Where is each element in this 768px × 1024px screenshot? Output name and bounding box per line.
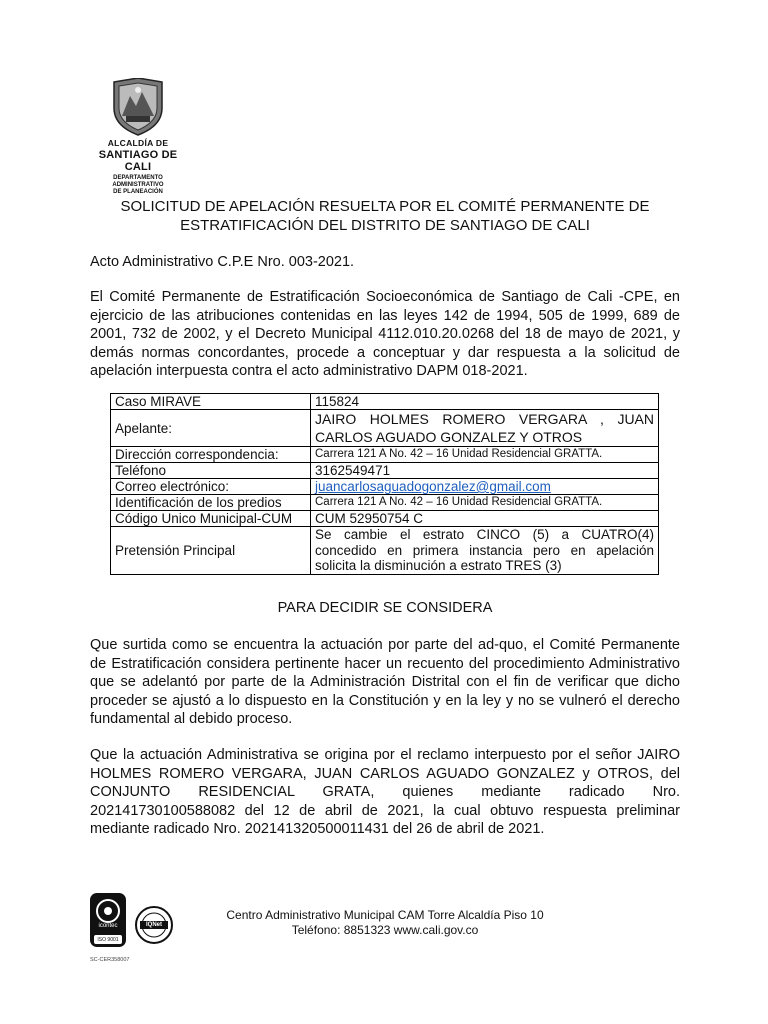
coat-of-arms-icon [106, 78, 170, 136]
table-row [111, 527, 659, 575]
iso-label: ISO 9001 [97, 937, 119, 943]
cum-label: Código Unico Municipal-CUM [111, 511, 311, 527]
caso-label: Caso MIRAVE [111, 394, 311, 410]
table-row [111, 410, 659, 447]
predios-value: Carrera 121 A No. 42 – 16 Unidad Residencial GRATTA. [311, 495, 659, 511]
telefono-value: 3162549471 [311, 463, 659, 479]
icontec-label: icontec [98, 923, 118, 929]
table-row [111, 463, 659, 479]
footer-address: Centro Administrativo Municipal CAM Torre Alcaldía Piso 10 [226, 908, 544, 922]
intro-paragraph: El Comité Permanente de Estratificación Socioeconómica de Santiago de Cali -CPE, en ejercicio de las atribuciones contenidas en las leyes 142 de 1994, 505 de 1999, 689 de 2001, 732 de 2002, y el Decreto Municipal 4112.010.20.0268 del 18 de mayo de 2021, y demás normas concordantes, procede a conceptuar y dar respuesta a la solicitud de apelación interpuesta contra el acto administrativo DAPM 018-2021. [90, 289, 680, 379]
logo-department-sub: DE PLANEACIÓN [113, 189, 163, 195]
logo-text-line1: ALCALDÍA DE [107, 138, 169, 148]
title-line2: ESTRATIFICACIÓN DEL DISTRITO DE SANTIAGO DE CALI [180, 217, 590, 234]
email-link[interactable]: juancarlosaguadogonzalez@gmail.com [315, 479, 551, 494]
considerando-paragraph-2: Que la actuación Administrativa se origina por el reclamo interpuesto por el señor JAIRO HOLMES ROMERO VERGARA, JUAN CARLOS AGUADO GONZALEZ y OTROS, del CONJUNTO RESIDENCIAL GRATA, quienes mediante radicado Nro. 202141730100588082 del 12 de abril de 2021, la cual obtuvo respuesta preliminar mediante radicado Nro. 202141320500011431 del 26 de abril de 2021. [90, 747, 680, 837]
certification-logos [90, 893, 174, 952]
considerando-paragraph-1: Que surtida como se encuentra la actuación por parte del ad-quo, el Comité Permanente de Estratificación considera pertinente hacer un recuento del procedimiento Administrativo que se adelantó por parte de la Administración Distrital con el fin de verificar que dicho proceder se ajustó a lo dispuesto en la Constitución y en la ley y no se vulneró el derecho fundamental al debido proceso. [90, 637, 680, 727]
predios-label: Identificación de los predios [111, 495, 311, 511]
telefono-label: Teléfono [111, 463, 311, 479]
correo-label: Correo electrónico: [111, 479, 311, 495]
apelante-label: Apelante: [111, 410, 311, 447]
logo-text-line2: SANTIAGO DE CALI [98, 149, 178, 173]
case-info-table [110, 393, 659, 575]
acto-administrativo: Acto Administrativo C.P.E Nro. 003-2021. [90, 254, 355, 270]
logo-department: DEPARTAMENTO ADMINISTRATIVO [112, 175, 164, 188]
title-line1: SOLICITUD DE APELACIÓN RESUELTA POR EL COMITÉ PERMANENTE DE [120, 198, 650, 215]
table-row [111, 479, 659, 495]
direccion-label: Dirección correspondencia: [111, 447, 311, 463]
apelante-value: JAIRO HOLMES ROMERO VERGARA , JUAN CARLOS AGUADO GONZALEZ Y OTROS [311, 410, 659, 447]
caso-value: 115824 [311, 394, 659, 410]
table-row [111, 495, 659, 511]
alcaldia-logo [88, 78, 188, 196]
pretension-label: Pretensión Principal [111, 527, 311, 575]
pretension-value: Se cambie el estrato CINCO (5) a CUATRO(4) concedido en primera instancia pero en apelación solicita la disminución a estrato TRES (3) [311, 527, 659, 575]
cum-value: CUM 52950754 C [311, 511, 659, 527]
table-row [111, 511, 659, 527]
logo-text-line3 [88, 175, 188, 196]
table-row [111, 394, 659, 410]
correo-cell [311, 479, 659, 495]
footer [190, 908, 580, 938]
footer-contact: Teléfono: 8851323 www.cali.gov.co [291, 923, 479, 937]
direccion-value: Carrera 121 A No. 42 – 16 Unidad Residencial GRATTA. [311, 447, 659, 463]
certificate-number: SC-CER358007 [90, 957, 130, 963]
iqnet-label: IQNet [145, 922, 162, 928]
document-title [90, 197, 680, 235]
table-row [111, 447, 659, 463]
section-heading: PARA DECIDIR SE CONSIDERA [277, 600, 493, 616]
